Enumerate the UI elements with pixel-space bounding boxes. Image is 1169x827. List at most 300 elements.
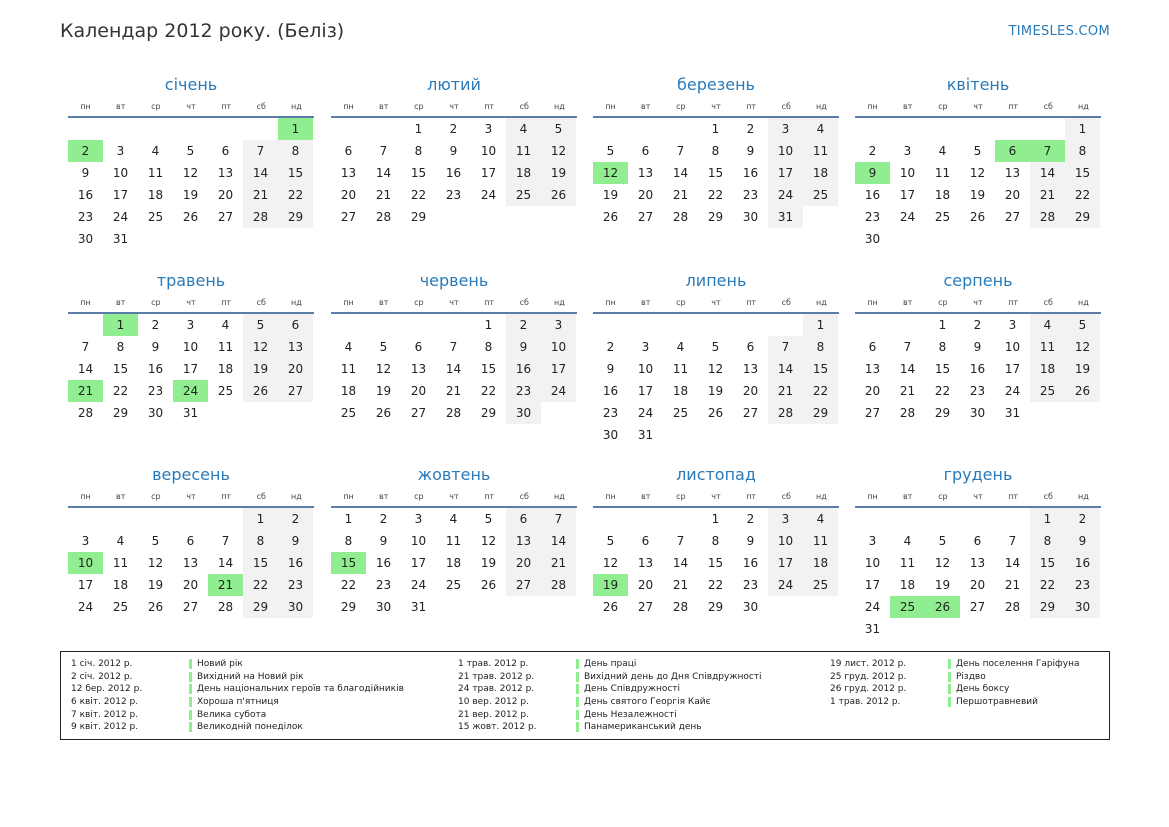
- empty-cell: [960, 118, 995, 140]
- day-cell: 26: [243, 380, 278, 402]
- weekday-label: нд: [554, 102, 565, 111]
- month-calendar: [68, 268, 314, 424]
- holiday-name: Панамериканський день: [576, 722, 702, 732]
- day-cell: 28: [243, 206, 278, 228]
- day-cell: 8: [278, 140, 313, 162]
- day-cell: 5: [541, 118, 576, 140]
- day-cell: 31: [864, 622, 881, 636]
- day-cell: 4: [903, 534, 912, 548]
- weekday-label: сб: [256, 102, 266, 111]
- weekday-label: ср: [151, 102, 161, 111]
- day-cell: 3: [484, 122, 493, 136]
- day-cell: 5: [973, 144, 982, 158]
- day-cell: 8: [1030, 530, 1065, 552]
- day-cell: 9: [151, 340, 160, 354]
- day-cell: 15: [1065, 162, 1100, 184]
- day-cell: 20: [217, 188, 234, 202]
- holiday-row: [458, 671, 762, 684]
- site-link[interactable]: TIMESLES.COM: [1008, 24, 1110, 39]
- day-cell: 25: [112, 600, 129, 614]
- holiday-row: [71, 708, 404, 721]
- weekday-label: сб: [1043, 102, 1053, 111]
- day-cell: 1: [1065, 118, 1100, 140]
- day-cell: 27: [506, 574, 541, 596]
- day-cell: 2: [868, 144, 877, 158]
- holiday-name: День Незалежності: [576, 710, 677, 720]
- day-grid: [593, 314, 839, 446]
- day-cell: 28: [1030, 206, 1065, 228]
- weekday-label: сб: [519, 102, 529, 111]
- weekday-label: сб: [1043, 298, 1053, 307]
- empty-cell: [366, 118, 401, 140]
- day-cell: 3: [868, 534, 877, 548]
- day-cell: 4: [221, 318, 230, 332]
- empty-cell: [960, 508, 995, 530]
- day-cell: 10: [112, 166, 129, 180]
- day-cell: 29: [410, 210, 427, 224]
- day-cell: 9: [81, 166, 90, 180]
- holiday-date: 1 січ. 2012 р.: [71, 659, 133, 670]
- day-cell: 3: [768, 118, 803, 140]
- day-cell: 31: [768, 206, 803, 228]
- weekday-label: сб: [519, 492, 529, 501]
- holiday-column: [458, 658, 762, 734]
- day-cell: 24: [864, 600, 881, 614]
- day-cell: 30: [77, 232, 94, 246]
- day-cell: 27: [864, 406, 881, 420]
- day-cell: 7: [243, 140, 278, 162]
- day-cell: 31: [112, 232, 129, 246]
- day-cell: 1: [484, 318, 493, 332]
- day-cell: 1: [243, 508, 278, 530]
- month-name: квітень: [946, 75, 1010, 94]
- month-name: січень: [164, 75, 218, 94]
- day-cell: 29: [1065, 206, 1100, 228]
- day-cell: 4: [344, 340, 353, 354]
- empty-cell: [698, 314, 733, 336]
- day-cell: 22: [707, 188, 724, 202]
- holiday-row: [830, 696, 1079, 709]
- day-cell: 5: [1065, 314, 1100, 336]
- day-cell: 22: [112, 384, 129, 398]
- empty-cell: [855, 508, 890, 530]
- weekday-label: пн: [867, 298, 878, 307]
- day-cell: 9: [606, 362, 615, 376]
- day-grid: [68, 508, 314, 618]
- day-cell: 3: [116, 144, 125, 158]
- day-cell: 16: [445, 166, 462, 180]
- day-cell: 28: [375, 210, 392, 224]
- day-cell: 1: [414, 122, 423, 136]
- weekday-label: ср: [151, 492, 161, 501]
- day-cell: 10: [182, 340, 199, 354]
- weekday-label: пн: [80, 102, 91, 111]
- weekday-label: вт: [641, 298, 651, 307]
- day-cell: 10: [768, 140, 803, 162]
- day-cell: 20: [278, 358, 313, 380]
- day-cell: 11: [803, 140, 838, 162]
- weekday-label: пт: [221, 298, 232, 307]
- holiday-date: 6 квіт. 2012 р.: [71, 697, 139, 708]
- day-cell: 13: [182, 556, 199, 570]
- holiday-day-cell: 21: [68, 380, 103, 402]
- holiday-day-cell: 15: [331, 552, 366, 574]
- day-cell: 24: [410, 578, 427, 592]
- weekday-label: чт: [973, 298, 983, 307]
- weekday-label: нд: [816, 492, 827, 501]
- day-cell: 5: [484, 512, 493, 526]
- day-cell: 30: [864, 232, 881, 246]
- day-cell: 1: [711, 512, 720, 526]
- day-cell: 10: [768, 530, 803, 552]
- day-cell: 23: [147, 384, 164, 398]
- day-cell: 20: [969, 578, 986, 592]
- weekday-label: ср: [938, 298, 948, 307]
- month-calendar: [68, 72, 314, 250]
- day-cell: 13: [506, 530, 541, 552]
- day-cell: 9: [746, 144, 755, 158]
- holiday-date: 25 груд. 2012 р.: [830, 671, 907, 682]
- day-cell: 4: [803, 508, 838, 530]
- day-cell: 6: [973, 534, 982, 548]
- day-cell: 1: [711, 122, 720, 136]
- empty-cell: [401, 314, 436, 336]
- day-cell: 28: [217, 600, 234, 614]
- month-calendar: [855, 268, 1101, 424]
- day-cell: 16: [147, 362, 164, 376]
- day-cell: 22: [480, 384, 497, 398]
- day-cell: 18: [445, 556, 462, 570]
- weekday-header: [593, 488, 839, 508]
- day-cell: 27: [410, 406, 427, 420]
- day-cell: 14: [77, 362, 94, 376]
- holiday-row: [71, 658, 404, 671]
- day-cell: 9: [506, 336, 541, 358]
- holiday-row: [458, 696, 762, 709]
- day-cell: 11: [1030, 336, 1065, 358]
- empty-cell: [103, 118, 138, 140]
- day-cell: 7: [676, 144, 685, 158]
- weekday-label: ср: [414, 492, 424, 501]
- day-cell: 3: [768, 508, 803, 530]
- day-cell: 24: [480, 188, 497, 202]
- day-cell: 24: [112, 210, 129, 224]
- day-cell: 2: [973, 318, 982, 332]
- day-cell: 28: [672, 600, 689, 614]
- month-calendar: [855, 72, 1101, 250]
- day-cell: 19: [602, 188, 619, 202]
- day-cell: 28: [541, 574, 576, 596]
- holiday-column: [830, 658, 1079, 708]
- holiday-day-cell: 6: [995, 140, 1030, 162]
- day-cell: 29: [480, 406, 497, 420]
- holiday-date: 15 жовт. 2012 р.: [458, 722, 537, 733]
- day-cell: 20: [1004, 188, 1021, 202]
- day-cell: 23: [77, 210, 94, 224]
- day-cell: 11: [672, 362, 689, 376]
- holiday-day-cell: 1: [103, 314, 138, 336]
- day-cell: 5: [606, 144, 615, 158]
- holiday-day-cell: 7: [1030, 140, 1065, 162]
- day-cell: 11: [934, 166, 951, 180]
- day-cell: 11: [506, 140, 541, 162]
- day-grid: [331, 508, 577, 618]
- holiday-date: 19 лист. 2012 р.: [830, 659, 907, 670]
- day-cell: 15: [803, 358, 838, 380]
- day-cell: 30: [278, 596, 313, 618]
- weekday-header: [593, 98, 839, 118]
- day-cell: 28: [899, 406, 916, 420]
- weekday-label: пт: [484, 102, 495, 111]
- day-cell: 12: [934, 556, 951, 570]
- day-cell: 9: [278, 530, 313, 552]
- holiday-date: 21 трав. 2012 р.: [458, 671, 535, 682]
- day-cell: 22: [803, 380, 838, 402]
- day-grid: [68, 118, 314, 250]
- day-cell: 21: [672, 188, 689, 202]
- day-cell: 26: [707, 406, 724, 420]
- day-cell: 23: [742, 578, 759, 592]
- empty-cell: [733, 314, 768, 336]
- weekday-label: пн: [343, 298, 354, 307]
- day-cell: 2: [379, 512, 388, 526]
- day-cell: 10: [410, 534, 427, 548]
- day-cell: 20: [864, 384, 881, 398]
- day-cell: 18: [803, 162, 838, 184]
- day-cell: 1: [344, 512, 353, 526]
- day-cell: 15: [112, 362, 129, 376]
- weekday-label: пн: [343, 492, 354, 501]
- day-cell: 6: [414, 340, 423, 354]
- weekday-label: вт: [379, 492, 389, 501]
- holiday-name: День праці: [576, 659, 636, 669]
- day-cell: 12: [480, 534, 497, 548]
- day-cell: 26: [541, 184, 576, 206]
- day-cell: 16: [742, 166, 759, 180]
- weekday-label: вт: [903, 298, 913, 307]
- holiday-day-cell: 9: [855, 162, 890, 184]
- day-cell: 23: [375, 578, 392, 592]
- weekday-label: сб: [256, 298, 266, 307]
- day-cell: 30: [1065, 596, 1100, 618]
- weekday-label: пт: [746, 298, 757, 307]
- day-cell: 14: [768, 358, 803, 380]
- weekday-label: сб: [781, 102, 791, 111]
- holiday-date: 10 вер. 2012 р.: [458, 697, 529, 708]
- day-cell: 30: [742, 210, 759, 224]
- empty-cell: [890, 118, 925, 140]
- day-cell: 31: [182, 406, 199, 420]
- weekday-label: ср: [676, 298, 686, 307]
- day-cell: 17: [768, 162, 803, 184]
- day-cell: 31: [1004, 406, 1021, 420]
- weekday-header: [331, 98, 577, 118]
- day-cell: 6: [344, 144, 353, 158]
- day-grid: [855, 508, 1101, 640]
- day-cell: 16: [278, 552, 313, 574]
- day-cell: 5: [379, 340, 388, 354]
- day-cell: 7: [1008, 534, 1017, 548]
- weekday-label: пн: [605, 102, 616, 111]
- day-cell: 31: [410, 600, 427, 614]
- day-cell: 12: [602, 556, 619, 570]
- day-cell: 7: [221, 534, 230, 548]
- weekday-label: ср: [676, 102, 686, 111]
- holiday-row: [830, 658, 1079, 671]
- weekday-label: чт: [711, 102, 721, 111]
- day-cell: 21: [445, 384, 462, 398]
- day-cell: 24: [768, 574, 803, 596]
- holiday-name: Першотравневий: [948, 697, 1038, 707]
- day-cell: 20: [637, 578, 654, 592]
- day-cell: 20: [410, 384, 427, 398]
- day-cell: 12: [1065, 336, 1100, 358]
- day-cell: 14: [672, 166, 689, 180]
- day-cell: 18: [506, 162, 541, 184]
- day-cell: 12: [375, 362, 392, 376]
- day-cell: 16: [969, 362, 986, 376]
- weekday-label: сб: [256, 492, 266, 501]
- holiday-row: [458, 721, 762, 734]
- day-cell: 18: [803, 552, 838, 574]
- day-cell: 13: [864, 362, 881, 376]
- weekday-label: пт: [484, 298, 495, 307]
- day-cell: 11: [340, 362, 357, 376]
- day-cell: 26: [375, 406, 392, 420]
- day-cell: 23: [864, 210, 881, 224]
- day-cell: 21: [243, 184, 278, 206]
- weekday-label: пт: [1008, 298, 1019, 307]
- day-cell: 2: [278, 508, 313, 530]
- day-cell: 22: [340, 578, 357, 592]
- day-cell: 26: [602, 600, 619, 614]
- day-cell: 25: [445, 578, 462, 592]
- day-cell: 13: [410, 362, 427, 376]
- holiday-day-cell: 12: [593, 162, 628, 184]
- month-name: жовтень: [417, 465, 491, 484]
- holiday-date: 21 вер. 2012 р.: [458, 709, 529, 720]
- weekday-label: нд: [1078, 298, 1089, 307]
- day-cell: 12: [969, 166, 986, 180]
- day-cell: 22: [278, 184, 313, 206]
- weekday-header: [855, 488, 1101, 508]
- weekday-label: пн: [605, 298, 616, 307]
- empty-cell: [995, 508, 1030, 530]
- day-cell: 18: [934, 188, 951, 202]
- weekday-label: чт: [449, 298, 459, 307]
- day-cell: 13: [278, 336, 313, 358]
- month-calendar: [331, 268, 577, 424]
- day-cell: 5: [243, 314, 278, 336]
- day-cell: 12: [707, 362, 724, 376]
- day-cell: 6: [278, 314, 313, 336]
- day-cell: 4: [116, 534, 125, 548]
- day-cell: 13: [340, 166, 357, 180]
- day-cell: 20: [637, 188, 654, 202]
- holiday-date: 1 трав. 2012 р.: [830, 697, 901, 708]
- holiday-row: [830, 683, 1079, 696]
- day-cell: 24: [1004, 384, 1021, 398]
- day-cell: 27: [1004, 210, 1021, 224]
- day-cell: 11: [803, 530, 838, 552]
- month-name: липень: [685, 271, 747, 290]
- weekday-label: вт: [903, 492, 913, 501]
- day-cell: 29: [243, 596, 278, 618]
- day-cell: 8: [711, 144, 720, 158]
- day-cell: 16: [77, 188, 94, 202]
- day-cell: 10: [864, 556, 881, 570]
- day-cell: 28: [445, 406, 462, 420]
- day-cell: 17: [112, 188, 129, 202]
- day-cell: 22: [243, 574, 278, 596]
- day-cell: 9: [379, 534, 388, 548]
- day-cell: 21: [1030, 184, 1065, 206]
- day-cell: 14: [1030, 162, 1065, 184]
- weekday-label: пт: [221, 102, 232, 111]
- day-grid: [331, 314, 577, 424]
- weekday-label: вт: [116, 298, 126, 307]
- day-cell: 6: [506, 508, 541, 530]
- empty-cell: [768, 314, 803, 336]
- day-cell: 7: [676, 534, 685, 548]
- day-cell: 30: [602, 428, 619, 442]
- empty-cell: [138, 508, 173, 530]
- weekday-label: ср: [938, 102, 948, 111]
- day-cell: 19: [934, 578, 951, 592]
- empty-cell: [103, 508, 138, 530]
- day-cell: 22: [934, 384, 951, 398]
- holiday-row: [71, 696, 404, 709]
- day-cell: 29: [278, 206, 313, 228]
- day-cell: 11: [899, 556, 916, 570]
- weekday-label: чт: [186, 102, 196, 111]
- day-cell: 8: [938, 340, 947, 354]
- weekday-label: чт: [973, 492, 983, 501]
- holiday-day-cell: 26: [925, 596, 960, 618]
- day-cell: 29: [934, 406, 951, 420]
- holiday-day-cell: 25: [890, 596, 925, 618]
- day-cell: 17: [410, 556, 427, 570]
- day-cell: 6: [641, 144, 650, 158]
- day-cell: 3: [903, 144, 912, 158]
- day-cell: 25: [1030, 380, 1065, 402]
- weekday-label: ср: [414, 102, 424, 111]
- day-cell: 20: [506, 552, 541, 574]
- day-cell: 30: [147, 406, 164, 420]
- holiday-name: День боксу: [948, 684, 1009, 694]
- day-cell: 30: [375, 600, 392, 614]
- day-cell: 25: [803, 574, 838, 596]
- day-cell: 19: [480, 556, 497, 570]
- day-cell: 15: [278, 162, 313, 184]
- day-cell: 18: [147, 188, 164, 202]
- holiday-name: День національних героїв та благодійників: [189, 684, 404, 694]
- day-cell: 23: [445, 188, 462, 202]
- day-cell: 25: [340, 406, 357, 420]
- month-calendar: [593, 72, 839, 228]
- day-cell: 2: [151, 318, 160, 332]
- day-cell: 12: [541, 140, 576, 162]
- day-cell: 21: [768, 380, 803, 402]
- weekday-label: пт: [1008, 102, 1019, 111]
- empty-cell: [208, 508, 243, 530]
- day-cell: 16: [506, 358, 541, 380]
- day-cell: 26: [602, 210, 619, 224]
- day-cell: 17: [1004, 362, 1021, 376]
- day-cell: 7: [541, 508, 576, 530]
- holiday-day-cell: 1: [278, 118, 313, 140]
- day-cell: 17: [768, 552, 803, 574]
